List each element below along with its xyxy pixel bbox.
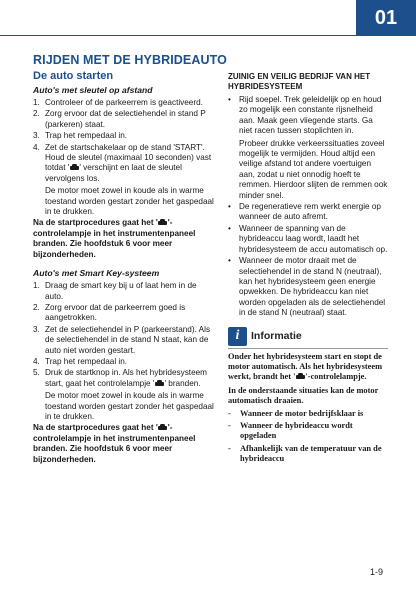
smart-key-note: Na de startprocedures gaat het ' '-controlelampje in het instrumentenpaneel branden. Zie hoofdstuk 6 voor meer bijzonderheden.	[33, 423, 196, 464]
smart-key-steps	[33, 281, 215, 389]
list-item: • Wanneer de spanning van de hybrideaccu laag wordt, laadt het hybridesysteem de accu automatisch op.	[228, 223, 388, 254]
hybrid-ready-icon	[155, 380, 164, 387]
list-item: • De regeneratieve rem werkt energie op wanneer de auto afremt.	[228, 202, 381, 222]
right-column	[228, 69, 388, 467]
economy-bullets	[228, 95, 388, 137]
bullet-icon: •	[228, 202, 231, 212]
header-rule	[0, 35, 356, 36]
list-item: 2. Zorg ervoor dat de selectiehendel in stand P (parkeren) staat.	[33, 109, 206, 129]
smart-key-heading: Auto's met Smart Key-systeem	[33, 268, 160, 279]
economy-bullets-more	[228, 202, 388, 318]
list-item: 1. Controleer of de parkeerrem is geactiveerd.	[33, 98, 203, 107]
list-item: • Wanneer de motor draait met de selectiehendel in de stand N (neutraal), kan het hybridesysteem geen energie opwekken. De hybrideaccu kan niet worden opgeladen als de selectiehendel in de stand N (neutraal) staat.	[228, 256, 386, 318]
key-sub-paragraph: De motor moet zowel in koude als in warme toestand worden gestart zonder het gaspedaal in te drukken.	[45, 186, 214, 217]
info-icon: i	[228, 327, 247, 346]
list-item: 2. Zorg ervoor dat de parkeerrem goed is aangetrokken.	[33, 302, 186, 323]
info-dash-list	[228, 409, 388, 465]
list-item: - Wanneer de hybrideaccu wordt opgeladen	[228, 420, 353, 441]
list-item: - Wanneer de motor bedrijfsklaar is	[228, 408, 364, 418]
info-paragraph: In de onderstaande situaties kan de motor automatisch draaien.	[228, 385, 379, 406]
info-title: Informatie	[251, 330, 302, 343]
section-title: De auto starten	[33, 70, 114, 82]
list-item: 4. Trap het rempedaal in.	[33, 356, 128, 366]
economy-heading: ZUINIG EN VEILIG BEDRIJF VAN HET HYBRIDESYSTEEM	[228, 72, 371, 91]
list-item: - Afhankelijk van de temperatuur van de hybrideaccu	[228, 443, 382, 464]
bullet-icon: •	[228, 256, 231, 266]
key-heading: Auto's met sleutel op afstand	[33, 85, 153, 95]
bullet-icon: •	[228, 95, 231, 104]
hybrid-ready-icon	[70, 164, 79, 171]
info-divider	[228, 348, 388, 349]
bullet-sub-paragraph: Probeer drukke verkeerssituaties zoveel mogelijk te vermijden. Houd altijd een veilige afstand tot andere voertuigen aan, zodat u niet onnodig hoeft te remmen. Hierdoor slijten de remmen ook minder snel.	[239, 138, 388, 200]
list-item: 5. Druk de startknop in. Als het hybridesysteem start, gaat het controlelampje ' ' branden.	[33, 368, 208, 388]
hybrid-ready-icon	[158, 424, 167, 431]
bullet-icon: •	[228, 223, 231, 233]
info-paragraph: Onder het hybridesysteem start en stopt de motor automatisch. Als het hybridesysteem werkt, brandt het ' '-controlelampje.	[228, 351, 383, 382]
smart-key-sub-paragraph: De motor moet zowel in koude als in warme toestand worden gestart zonder het gaspedaal in te drukken.	[45, 391, 214, 421]
page-title: RIJDEN MET DE HYBRIDEAUTO	[33, 53, 227, 67]
hybrid-ready-icon	[158, 219, 167, 226]
list-item: 3. Trap het rempedaal in.	[33, 131, 128, 141]
key-note: Na de startprocedures gaat het ' '-controlelampje in het instrumentenpaneel branden. Zie hoofdstuk 6 voor meer bijzonderheden.	[33, 218, 196, 259]
left-column	[33, 69, 215, 465]
list-item: 4. Zet de startschakelaar op de stand 'START'. Houd de sleutel (maximaal 10 seconden) vast totdat ' ' verschijnt en laat de sleutel vervolgens los.	[33, 142, 212, 183]
hybrid-ready-icon	[296, 373, 305, 380]
chapter-tab: 01	[356, 0, 416, 36]
info-header	[228, 327, 388, 346]
list-item: 3. Zet de selectiehendel in P (parkeerstand). Als de selectiehendel in de stand N staat, kan de auto niet worden gestart.	[33, 324, 211, 355]
list-item: • Rijd soepel. Trek geleidelijk op en houd zo mogelijk een constante rijsnelheid aan. Maak geen vliegende starts. Ga niet racen tussen stoplichten in.	[228, 95, 382, 136]
page-number: 1-9	[370, 567, 384, 577]
key-steps	[33, 98, 215, 184]
list-item: 1. Draag de smart key bij u of laat hem in de auto.	[33, 281, 197, 301]
